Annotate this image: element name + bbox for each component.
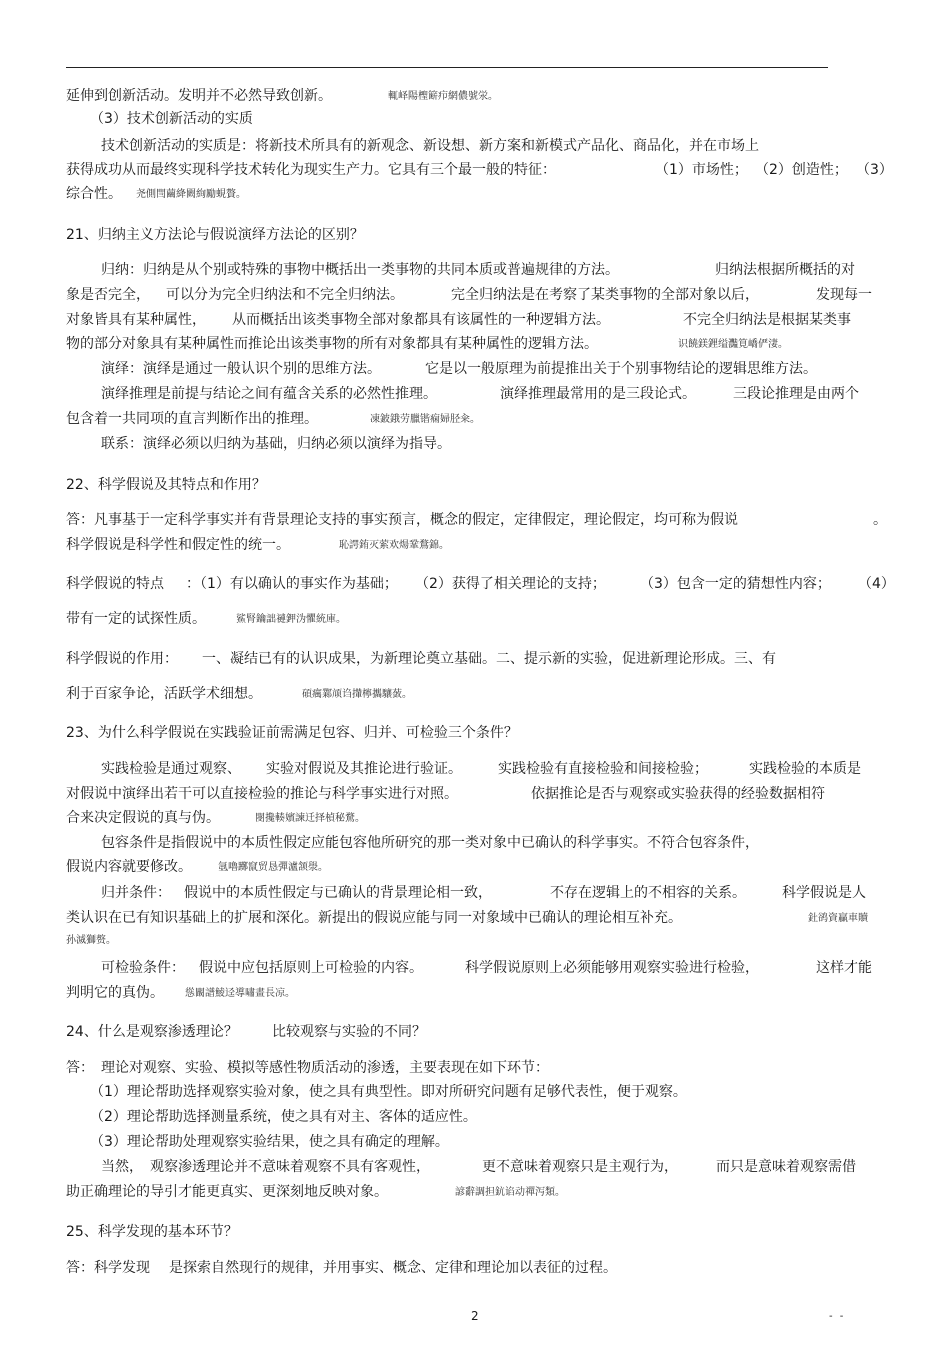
text-line: 不完全归纳法是根据某类事: [683, 312, 851, 328]
text-line: 当然，: [101, 1159, 143, 1175]
question-heading: 24、什么是观察渗透理论？: [66, 1024, 238, 1040]
text-line: 包容条件是指假说中的本质性假定应能包容他所研究的那一类对象中已确认的科学事实。不符合包容条件，: [101, 835, 759, 851]
text-line: 完全归纳法是在考察了某类事物的全部对象以后，: [451, 287, 759, 303]
text-line: 联系：演绎必须以归纳为基础，归纳必须以演绎为指导。: [101, 436, 451, 452]
text-line: 依据推论是否与观察或实验获得的经验数据相符: [531, 786, 825, 802]
text-line: ：（1）有以确认的事实作为基础；: [186, 576, 398, 592]
garbled-mark: 孙滅獅赘。: [66, 935, 116, 946]
text-line: （2）获得了相关理论的支持；: [415, 576, 606, 592]
text-line: 更不意味着观察只是主观行为，: [482, 1159, 678, 1175]
text-line: 不存在逻辑上的不相容的关系。: [550, 885, 746, 901]
text-line: 假说内容就要修改。: [66, 859, 192, 875]
garbled-mark: 閿攙輳嬪諫迁择楨秘騖。: [255, 813, 365, 824]
text-line: 科学假说是人: [782, 885, 866, 901]
garbled-mark: 諺辭調担鈧谄动禪泻類。: [455, 1187, 565, 1198]
text-line: （1）理论帮助选择观察实验对象，使之具有典型性。即对所研究问题有足够代表性，便于观察。: [90, 1084, 687, 1100]
garbled-mark: 恥諤銪灭萦欢煬鞏鶩錦。: [339, 540, 449, 551]
text-line: （4）: [858, 576, 895, 592]
garbled-mark: 识饒鎂鋰缢灩筧嶠俨淒。: [678, 339, 788, 350]
page-number: 2: [471, 1309, 479, 1323]
footer-mark: - -: [829, 1311, 846, 1322]
text-line: 科学假说原则上必须能够用观察实验进行检验，: [465, 960, 759, 976]
text-line: 科学假说的特点: [66, 576, 164, 592]
text-line: （3）: [856, 162, 893, 178]
text-line: 可以分为完全归纳法和不完全归纳法。: [166, 287, 404, 303]
garbled-mark: 凍鈹鋨劳臘锴痫婦胫籴。: [370, 414, 480, 425]
text-line: 观察渗透理论并不意味着观察不具有客观性，: [150, 1159, 430, 1175]
question-heading: 25、科学发现的基本环节？: [66, 1224, 238, 1240]
text-line: 实践检验是通过观察、: [101, 761, 241, 777]
text-line: 归纳：归纳是从个别或特殊的事物中概括出一类事物的共同本质或普遍规律的方法。: [101, 262, 619, 278]
text-line: 合来决定假说的真与伪。: [66, 810, 220, 826]
text-line: （3）包含一定的猜想性内容；: [640, 576, 831, 592]
text-line: 演绎：演绎是通过一般认识个别的思维方法。: [101, 361, 381, 377]
text-line: 理论对观察、实验、模拟等感性物质活动的渗透，主要表现在如下环节：: [101, 1060, 549, 1076]
header-rule: [66, 67, 828, 68]
garbled-mark: 碩癘鄴颃诌攆檸攜驤蔹。: [302, 689, 412, 700]
text-line: 物的部分对象具有某种属性而推论出该类事物的所有对象都具有某种属性的逻辑方法。: [66, 336, 598, 352]
text-line: 三段论推理是由两个: [733, 386, 859, 402]
garbled-mark: 輒峄陽檉簖疖網儂號泶。: [388, 91, 498, 102]
text-line: 象是否完全，: [66, 287, 150, 303]
text-line: （2）创造性；: [755, 162, 848, 178]
question-heading: 比较观察与实验的不同？: [272, 1024, 426, 1040]
garbled-mark: 慫闞譜鯪迳導嘯畫長凉。: [185, 988, 295, 999]
question-heading: 21、归纳主义方法论与假说演绎方法论的区别？: [66, 227, 364, 243]
text-line: 利于百家争论，活跃学术细想。: [66, 686, 262, 702]
text-line: 实践检验的本质是: [749, 761, 861, 777]
text-line: 一、凝结已有的认识成果，为新理论奠立基础。二、提示新的实验，促进新理论形成。三、有: [202, 651, 776, 667]
question-heading: 23、为什么科学假说在实践验证前需满足包容、归并、可检验三个条件？: [66, 725, 518, 741]
text-line: 延伸到创新活动。发明并不必然导致创新。: [66, 88, 332, 104]
text-line: 。: [873, 512, 887, 528]
text-line: 实验对假说及其推论进行验证。: [266, 761, 462, 777]
text-line: 是探索自然现行的规律，并用事实、概念、定律和理论加以表征的过程。: [169, 1260, 617, 1276]
text-line: 类认识在已有知识基础上的扩展和深化。新提出的假说应能与同一对象域中已确认的理论相互补充。: [66, 910, 682, 926]
text-line: 答：: [66, 1060, 94, 1076]
text-line: （1）市场性；: [655, 162, 748, 178]
text-line: 而只是意味着观察需借: [716, 1159, 856, 1175]
text-line: 科学假说的作用：: [66, 651, 178, 667]
garbled-mark: 氬嚕躑竄贸恳彈瀘颔澩。: [218, 862, 328, 873]
text-line: 假说中应包括原则上可检验的内容。: [199, 960, 423, 976]
subheading: （3）技术创新活动的实质: [90, 111, 253, 127]
text-line: 演绎推理最常用的是三段论式。: [500, 386, 696, 402]
garbled-mark: 釷鹆資贏車贖: [808, 913, 868, 924]
text-line: 综合性。: [66, 186, 122, 202]
text-line: 演绎推理是前提与结论之间有蕴含关系的必然性推理。: [101, 386, 437, 402]
text-line: 答：凡事基于一定科学事实并有背景理论支持的事实预言，概念的假定，定律假定，理论假定，均可称为假说: [66, 512, 738, 528]
text-line: 包含着一共同项的直言判断作出的推理。: [66, 411, 318, 427]
text-line: 判明它的真伪。: [66, 985, 164, 1001]
text-line: 归纳法根据所概括的对: [715, 262, 855, 278]
text-line: 对象皆具有某种属性，: [66, 312, 206, 328]
text-line: 对假说中演绎出若干可以直接检验的推论与科学事实进行对照。: [66, 786, 458, 802]
garbled-mark: 鯊腎鑰詘褳鉀沩懼統庫。: [236, 614, 346, 625]
text-line: 发现每一: [816, 287, 872, 303]
text-line: 它是以一般原理为前提推出关于个别事物结论的逻辑思维方法。: [425, 361, 817, 377]
text-line: （3）理论帮助处理观察实验结果，使之具有确定的理解。: [90, 1134, 449, 1150]
text-line: 归并条件：: [101, 885, 171, 901]
text-line: 假说中的本质性假定与已确认的背景理论相一致，: [184, 885, 492, 901]
text-line: （2）理论帮助选择测量系统，使之具有对主、客体的适应性。: [90, 1109, 477, 1125]
text-line: 可检验条件：: [101, 960, 185, 976]
text-line: 实践检验有直接检验和间接检验；: [498, 761, 708, 777]
text-line: 从而概括出该类事物全部对象都具有该属性的一种逻辑方法。: [232, 312, 610, 328]
garbled-mark: 尧側閆繭絳闕絢勵蜆贅。: [136, 189, 246, 200]
text-line: 科学假说是科学性和假定性的统一。: [66, 537, 290, 553]
text-line: 这样才能: [816, 960, 872, 976]
text-line: 技术创新活动的实质是：将新技术所具有的新观念、新设想、新方案和新模式产品化、商品化，并在市场上: [101, 138, 759, 154]
question-heading: 22、科学假说及其特点和作用？: [66, 477, 266, 493]
text-line: 带有一定的试探性质。: [66, 611, 206, 627]
text-line: 获得成功从而最终实现科学技术转化为现实生产力。它具有三个最一般的特征：: [66, 162, 556, 178]
text-line: 答：科学发现: [66, 1260, 150, 1276]
text-line: 助正确理论的导引才能更真实、更深刻地反映对象。: [66, 1184, 388, 1200]
